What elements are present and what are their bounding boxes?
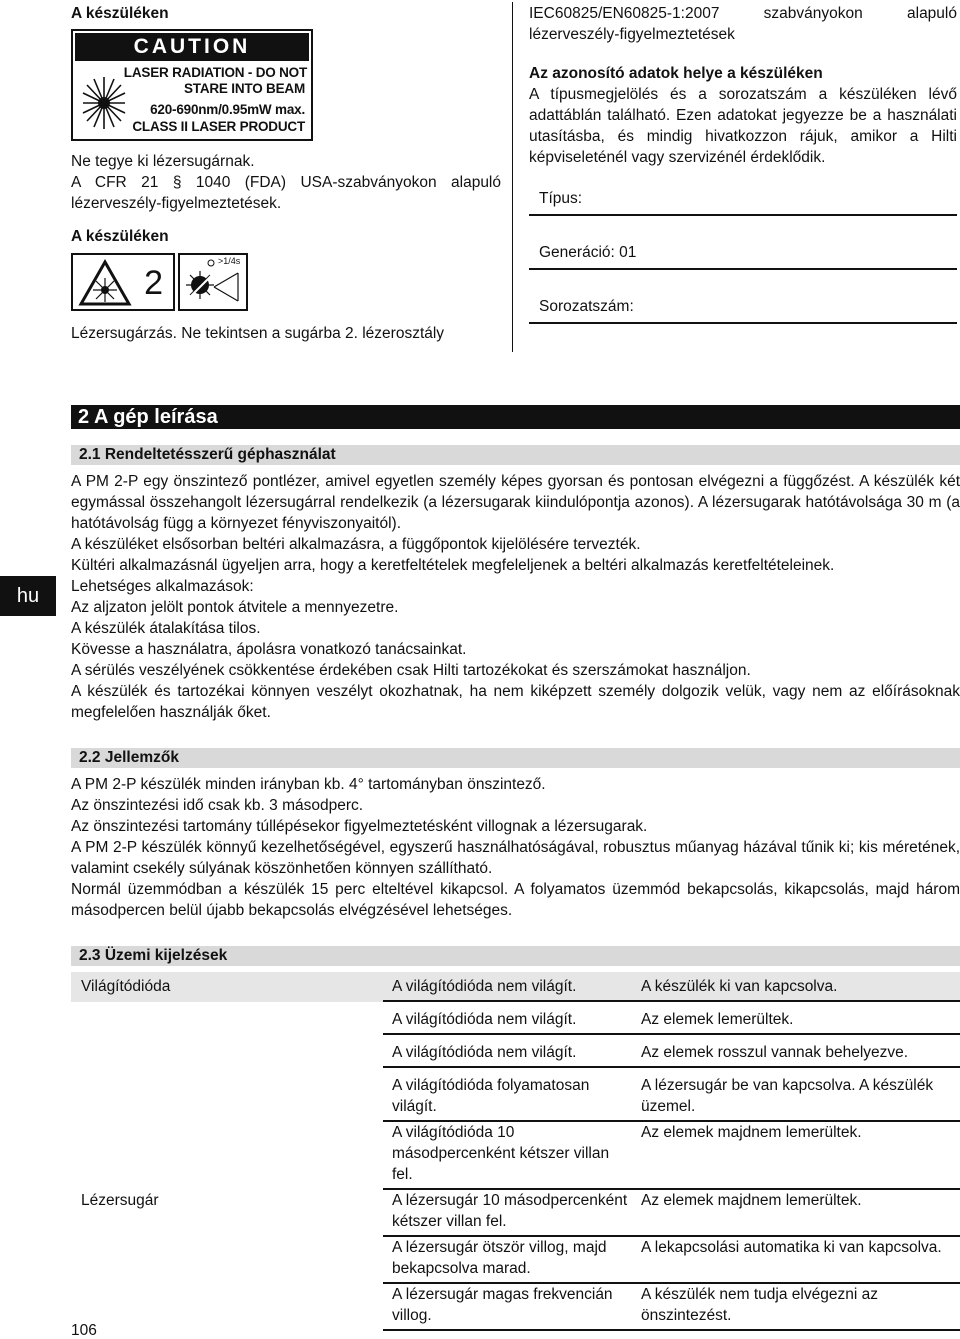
table-row — [71, 1002, 960, 1035]
field-type: Típus: — [539, 190, 583, 207]
table-cell-indicator — [71, 1068, 383, 1122]
subsection-2-2-title: 2.2 Jellemzők — [71, 748, 960, 768]
caution-line-4: CLASS II LASER PRODUCT — [132, 119, 305, 134]
s21-line-3: Lehetséges alkalmazások: — [71, 578, 254, 595]
table-cell-indicator — [71, 1284, 383, 1331]
table-cell-indicator — [71, 1035, 383, 1068]
caution-label — [71, 29, 313, 141]
field-generation: Generáció: 01 — [539, 244, 637, 261]
s21-line-4: Az aljzaton jelölt pontok átvitele a mennyezetre. — [71, 599, 399, 616]
table-cell-indicator — [71, 1122, 383, 1190]
id-fields — [529, 188, 957, 324]
caution-line-1: LASER RADIATION - DO NOT — [123, 65, 307, 80]
laser-warning-triangle-icon — [75, 256, 135, 310]
table-cell-meaning: A készülék ki van kapcsolva. — [632, 972, 960, 1002]
table-row — [71, 1284, 960, 1331]
caution-title: CAUTION — [75, 33, 309, 61]
right-heading: Az azonosító adatok helye a készüléken — [529, 65, 823, 82]
field-type-line — [529, 214, 957, 216]
subsection-2-1-title: 2.1 Rendeltetésszerű géphasználat — [71, 445, 960, 465]
table-cell-state: A világítódióda folyamatosan világít. — [383, 1068, 632, 1122]
laser-signs — [71, 253, 501, 311]
s21-line-8: A készülék és tartozékai könnyen veszélyt okozhatnak, ha nem kiképzett személy dolgozik velük, vagy nem az előírásoknak megfelelően használják őket. — [71, 683, 960, 721]
s22-line-1: Az önszintezési idő csak kb. 3 másodperc. — [71, 797, 364, 814]
table-row — [71, 1068, 960, 1122]
left-para-1-line1: Ne tegye ki lézersugárnak. — [71, 153, 255, 170]
language-tab: hu — [0, 576, 56, 616]
table-cell-state: A világítódióda nem világít. — [383, 972, 632, 1002]
table-cell-meaning: Az elemek majdnem lemerültek. — [632, 1122, 960, 1190]
s21-line-7: A sérülés veszélyének csökkentése érdekében csak Hilti tartozékokat és szerszámokat használjon. — [71, 662, 751, 679]
laser-class-number: 2 — [144, 264, 163, 302]
laser-burst-icon — [81, 73, 127, 133]
subsection-2-3-title: 2.3 Üzemi kijelzések — [71, 946, 960, 966]
left-para-1-line2: A CFR 21 § 1040 (FDA) USA-szabványokon alapuló lézerveszély-figyelmeztetések. — [71, 174, 501, 212]
right-para-2: A típusmegjelölés és a sorozatszám a készüléken lévő adattáblán található. Ezen adatokat jegyezze be a használati utasításba, és mindig hivatkozzon rájuk, amikor a Hilti képviseleténél vagy szervizénél érdeklődik. — [529, 86, 957, 166]
table-cell-state: A lézersugár 10 másodpercenként kétszer villan fel. — [383, 1190, 632, 1237]
table-cell-meaning: A lekapcsolási automatika ki van kapcsolva. — [632, 1237, 960, 1284]
caution-line-2: STARE INTO BEAM — [183, 81, 305, 96]
no-look-into-beam-icon — [180, 255, 246, 309]
caution-body — [75, 63, 309, 139]
s22-line-2: Az önszintezési tartomány túllépésekor figyelmeztetésként villognak a lézersugarak. — [71, 818, 648, 835]
left-heading-1: A készüléken — [71, 5, 169, 22]
laser-class-sign — [71, 253, 175, 311]
field-generation-line — [529, 268, 957, 270]
s22-line-0: A PM 2-P készülék minden irányban kb. 4° tartományban önszintező. — [71, 776, 546, 793]
table-cell-state: A lézersugár magas frekvencián villog. — [383, 1284, 632, 1331]
no-stare-sign — [178, 253, 248, 311]
status-table — [71, 972, 960, 1331]
table-cell-indicator: Világítódióda — [81, 978, 171, 995]
right-column — [529, 3, 957, 324]
field-serial: Sorozatszám: — [539, 298, 634, 315]
left-para-1 — [71, 151, 501, 214]
right-para-1: IEC60825/EN60825-1:2007 szabványokon alapuló lézerveszély-figyelmeztetések — [529, 5, 957, 43]
table-cell-state: A világítódióda nem világít. — [383, 1002, 632, 1035]
table-cell-indicator: Lézersugár — [81, 1192, 159, 1209]
s22-line-3: A PM 2-P készülék könnyű kezelhetőségével, egyszerű használhatóságával, robusztus műanyag házával tűnik ki; kis méretének, valamint csekély súlyának köszönhetően könnyen szállítható. — [71, 839, 960, 877]
table-cell-indicator — [71, 1002, 383, 1035]
table-cell-state: A világítódióda nem világít. — [383, 1035, 632, 1068]
sign-caption: Lézersugárzás. Ne tekintsen a sugárba 2. lézerosztály — [71, 325, 445, 342]
section-title: 2 A gép leírása — [71, 405, 960, 429]
subsection-2-2-body — [71, 774, 960, 921]
table-cell-meaning: A lézersugár be van kapcsolva. A készülék üzemel. — [632, 1068, 960, 1122]
s21-line-0: A PM 2-P egy önszintező pontlézer, amivel egyetlen személy képes gyorsan és pontosan elvégezni a függőzést. A készülék két egymással összehangolt lézersugárral rendelkezik (a lézersugarak kiindulópontja azonos). A lézersugarak hatótávolsága 30 m (a hatótávolság függ a környezet fényviszonyaitól). — [71, 473, 960, 532]
subsection-2-1-body — [71, 471, 960, 723]
table-cell-state: A világítódióda 10 másodpercenként kétszer villan fel. — [383, 1122, 632, 1190]
s21-line-6: Kövesse a használatra, ápolásra vonatkozó tanácsainkat. — [71, 641, 467, 658]
s22-line-4: Normál üzemmódban a készülék 15 perc elteltével kikapcsol. A folyamatos üzemmód bekapcsolás, kikapcsolás, majd három másodpercen belül újabb bekapcsolás elvégzésével lehetséges. — [71, 881, 960, 919]
table-cell-meaning: Az elemek rosszul vannak behelyezve. — [632, 1035, 960, 1068]
table-cell-state: A lézersugár ötször villog, majd bekapcsolva marad. — [383, 1237, 632, 1284]
table-row — [71, 972, 960, 1002]
table-row — [71, 1122, 960, 1190]
table-cell-meaning: Az elemek majdnem lemerültek. — [632, 1190, 960, 1237]
table-row — [71, 1190, 960, 1237]
table-cell-indicator — [71, 1237, 383, 1284]
caution-line-3: 620-690nm/0.95mW max. — [150, 102, 305, 117]
s21-line-1: A készüléket elsősorban beltéri alkalmazásra, a függőpontok kijelölésére tervezték. — [71, 536, 641, 553]
page-number: 106 — [71, 1322, 97, 1339]
table-row — [71, 1035, 960, 1068]
table-cell-meaning: A készülék nem tudja elvégezni az önszintezést. — [632, 1284, 960, 1331]
left-column — [71, 3, 501, 344]
exposure-time-label: >1/4s — [218, 256, 241, 266]
s21-line-5: A készülék átalakítása tilos. — [71, 620, 261, 637]
field-serial-line — [529, 322, 957, 324]
table-cell-meaning: Az elemek lemerültek. — [632, 1002, 960, 1035]
s21-line-2: Kültéri alkalmazásnál ügyeljen arra, hogy a keretfeltételek megfeleljenek a beltéri alkalmazás keretfeltételeinek. — [71, 557, 835, 574]
column-divider — [512, 2, 513, 352]
table-row — [71, 1237, 960, 1284]
left-heading-2: A készüléken — [71, 228, 169, 245]
